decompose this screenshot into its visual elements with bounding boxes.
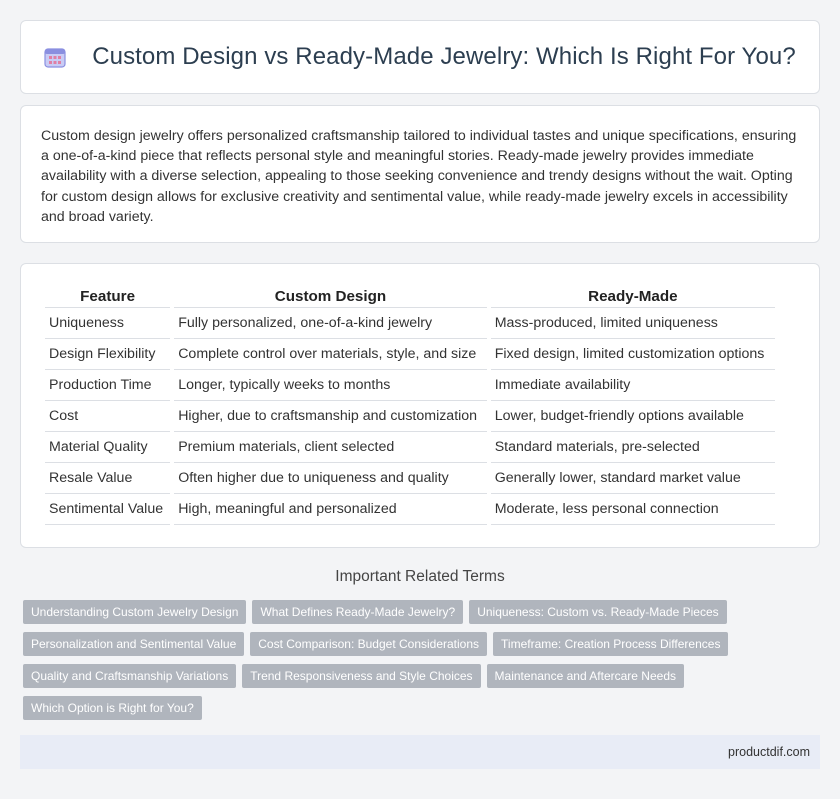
custom-cell: Premium materials, client selected — [174, 432, 487, 463]
calendar-grid-icon — [44, 46, 66, 68]
feature-cell: Resale Value — [45, 463, 170, 494]
related-tag[interactable]: Timeframe: Creation Process Differences — [493, 632, 728, 656]
table-row — [45, 308, 775, 339]
related-tag[interactable]: Personalization and Sentimental Value — [23, 632, 244, 656]
table-row — [45, 494, 775, 525]
feature-cell: Design Flexibility — [45, 339, 170, 370]
related-terms-title: Important Related Terms — [335, 568, 505, 585]
table-row — [45, 432, 775, 463]
custom-cell: High, meaningful and personalized — [174, 494, 487, 525]
comparison-card — [20, 263, 820, 548]
feature-cell: Sentimental Value — [45, 494, 170, 525]
custom-cell: Fully personalized, one-of-a-kind jewelry — [174, 308, 487, 339]
related-tag[interactable]: Trend Responsiveness and Style Choices — [242, 664, 480, 688]
related-tag[interactable]: Understanding Custom Jewelry Design — [23, 600, 246, 624]
footer-site[interactable]: productdif.com — [728, 745, 810, 759]
page-title: Custom Design vs Ready-Made Jewelry: Which Is Right For You? — [92, 43, 796, 70]
related-tag[interactable]: Maintenance and Aftercare Needs — [487, 664, 684, 688]
custom-cell: Complete control over materials, style, and size — [174, 339, 487, 370]
ready-made-cell: Fixed design, limited customization options — [491, 339, 775, 370]
ready-made-cell: Standard materials, pre-selected — [491, 432, 775, 463]
ready-made-cell: Moderate, less personal connection — [491, 494, 775, 525]
ready-made-cell: Mass-produced, limited uniqueness — [491, 308, 775, 339]
related-terms-tags — [23, 600, 823, 728]
custom-cell: Longer, typically weeks to months — [174, 370, 487, 401]
table-row — [45, 339, 775, 370]
header-feature: Feature — [45, 283, 170, 308]
custom-cell: Higher, due to craftsmanship and customization — [174, 401, 487, 432]
intro-paragraph: Custom design jewelry offers personalized craftsmanship tailored to individual tastes and unique specifications, ensuring a one-of-a-kind piece that reflects personal style and meaningful stories. Ready-made jewelry provides immediate availability with a diverse selection, appealing to those seeking convenience and trendy designs without the wait. Opting for custom design allows for exclusive creativity and sentimental value, while ready-made jewelry excels in accessibility and broad variety. — [41, 128, 797, 225]
header-custom-design: Custom Design — [174, 283, 487, 308]
header-ready-made: Ready-Made — [491, 283, 775, 308]
related-tag[interactable]: Cost Comparison: Budget Considerations — [250, 632, 487, 656]
intro-card — [20, 105, 820, 243]
ready-made-cell: Lower, budget-friendly options available — [491, 401, 775, 432]
header-card — [20, 20, 820, 94]
comparison-table — [41, 283, 779, 525]
related-tag[interactable]: Quality and Craftsmanship Variations — [23, 664, 236, 688]
feature-cell: Uniqueness — [45, 308, 170, 339]
table-header-row — [45, 283, 775, 308]
related-tag[interactable]: What Defines Ready-Made Jewelry? — [252, 600, 463, 624]
table-row — [45, 401, 775, 432]
table-row — [45, 370, 775, 401]
related-tag[interactable]: Which Option is Right for You? — [23, 696, 202, 720]
feature-cell: Material Quality — [45, 432, 170, 463]
footer — [20, 735, 820, 769]
ready-made-cell: Immediate availability — [491, 370, 775, 401]
custom-cell: Often higher due to uniqueness and quality — [174, 463, 487, 494]
table-row — [45, 463, 775, 494]
feature-cell: Production Time — [45, 370, 170, 401]
feature-cell: Cost — [45, 401, 170, 432]
ready-made-cell: Generally lower, standard market value — [491, 463, 775, 494]
related-tag[interactable]: Uniqueness: Custom vs. Ready-Made Pieces — [469, 600, 726, 624]
